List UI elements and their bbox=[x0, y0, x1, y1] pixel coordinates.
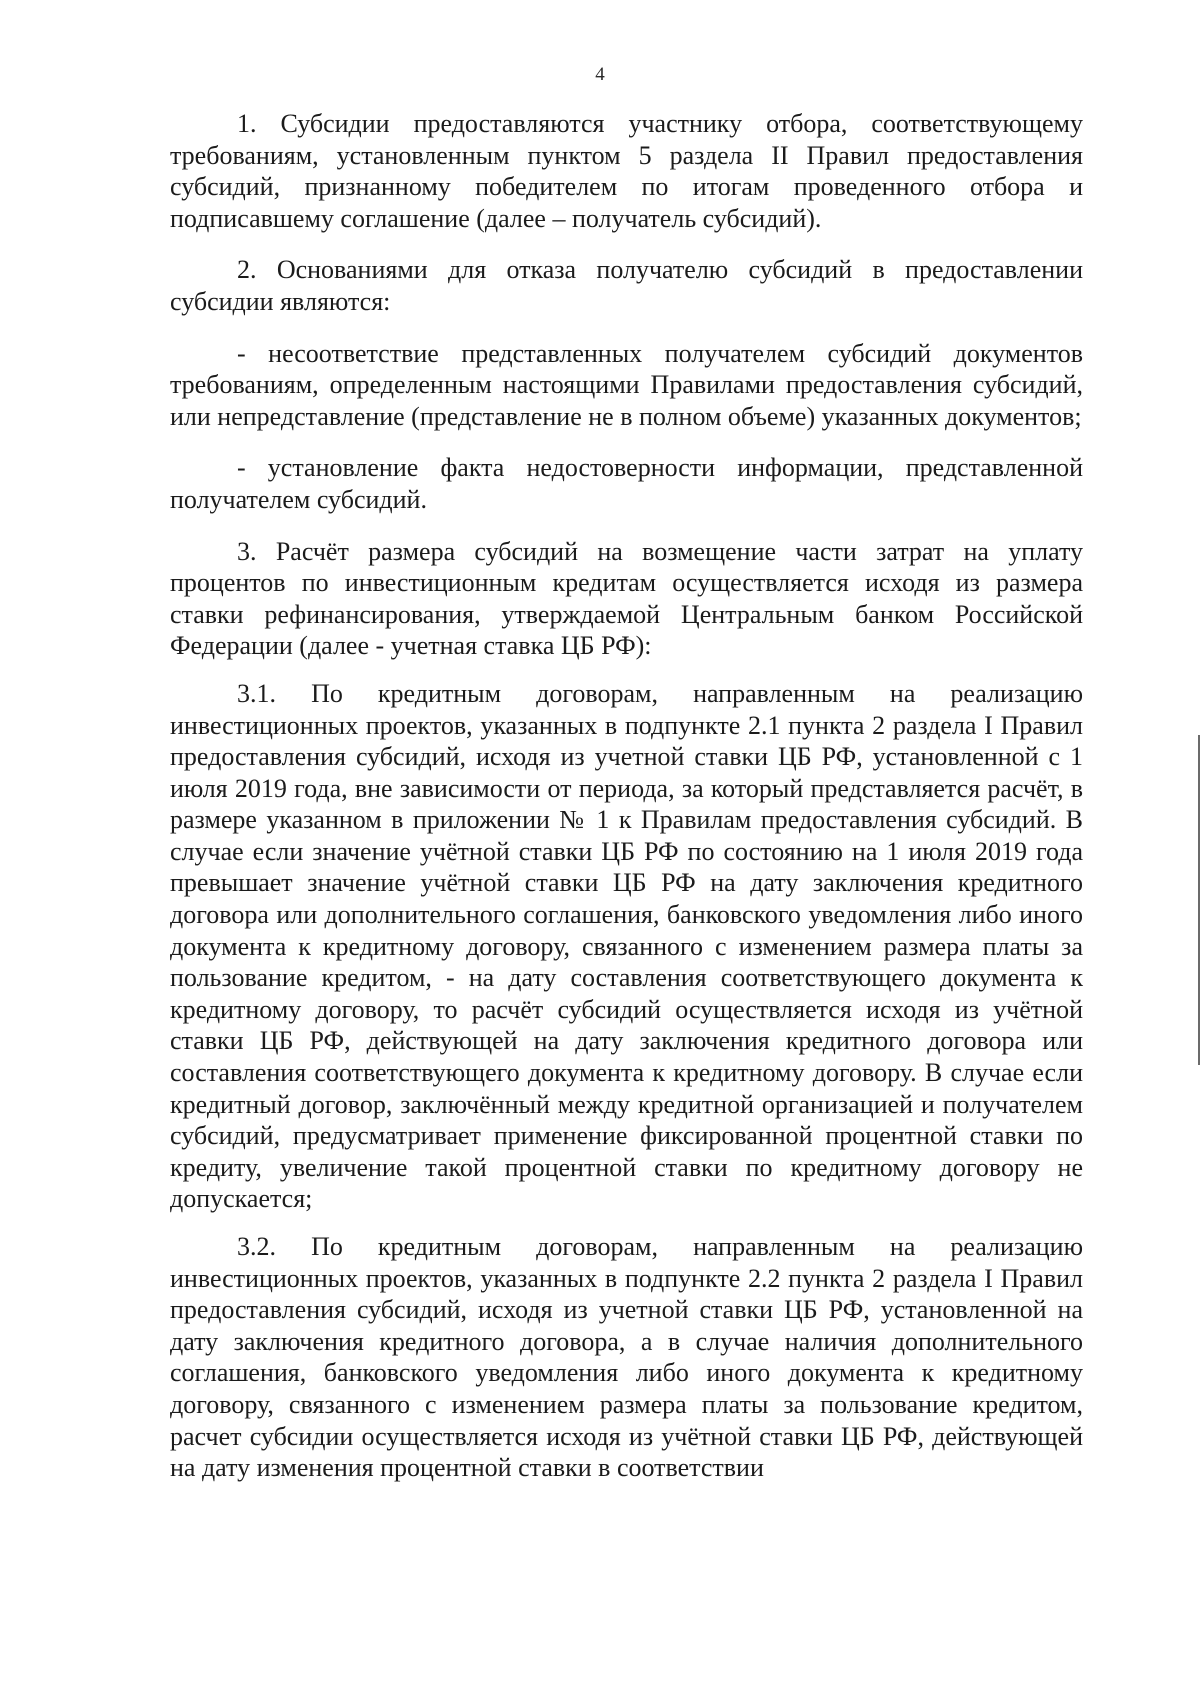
list-item-1: - несоответствие представленных получателем субсидий документов требованиям, определенным настоящими Правилами предоставления субсидий, или непредставление (представление не в полном объеме) указанных документов; bbox=[170, 338, 1083, 431]
paragraph-1: 1. Субсидии предоставляются участнику отбора, соответствующему требованиям, установленным пунктом 5 раздела II Правил предоставления субсидий, признанному победителем по итогам проведенного отбора и подписавшему соглашение (далее – получатель субсидий). bbox=[170, 109, 1083, 233]
list-item-2: - установление факта недостоверности информации, представленной получателем субсидий. bbox=[170, 453, 1083, 514]
paragraph-3: 3. Расчёт размера субсидий на возмещение части затрат на уплату процентов по инвестиционным кредитам осуществляется исходя из размера ставки рефинансирования, утверждаемой Центральным банком Российской Федерации (далее - учетная ставка ЦБ РФ): bbox=[170, 536, 1083, 661]
paragraph-3-1: 3.1. По кредитным договорам, направленным на реализацию инвестиционных проектов, указанных в подпункте 2.1 пункта 2 раздела I Правил предоставления субсидий, исходя из учетной ставки ЦБ РФ, установленной с 1 июля 2019 года, вне зависимости от периода, за который представляется расчёт, в размере указанном в приложении № 1 к Правилам предоставления субсидий. В случае если значение учётной ставки ЦБ РФ по состоянию на 1 июля 2019 года превышает значение учётной ставки ЦБ РФ на дату заключения кредитного договора или дополнительного соглашения, банковского уведомления либо иного документа к кредитному договору, связанного с изменением размера платы за пользование кредитом, - на дату составления соответствующего документа к кредитному договору, то расчёт субсидий осуществляется исходя из учётной ставки ЦБ РФ, действующей на дату заключения кредитного договора или составления соответствующего документа к кредитному договору. В случае если кредитный договор, заключённый между кредитной организацией и получателем субсидий, предусматривает применение фиксированной процентной ставки по кредиту, увеличение такой процентной ставки по кредитному договору не допускается; bbox=[170, 678, 1083, 1214]
paragraph-2: 2. Основаниями для отказа получателю субсидий в предоставлении субсидии являются: bbox=[170, 255, 1083, 316]
page-number: 4 bbox=[595, 64, 605, 85]
paragraph-3-2: 3.2. По кредитным договорам, направленным на реализацию инвестиционных проектов, указанных в подпункте 2.2 пункта 2 раздела I Правил предоставления субсидий, исходя из учетной ставки ЦБ РФ, установленной на дату заключения кредитного договора, а в случае наличия дополнительного соглашения, банковского уведомления либо иного документа к кредитному договору, связанного с изменением размера платы за пользование кредитом, расчет субсидии осуществляется исходя из учётной ставки ЦБ РФ, действующей на дату изменения процентной ставки в соответствии bbox=[170, 1232, 1083, 1483]
document-body bbox=[170, 108, 1083, 1484]
